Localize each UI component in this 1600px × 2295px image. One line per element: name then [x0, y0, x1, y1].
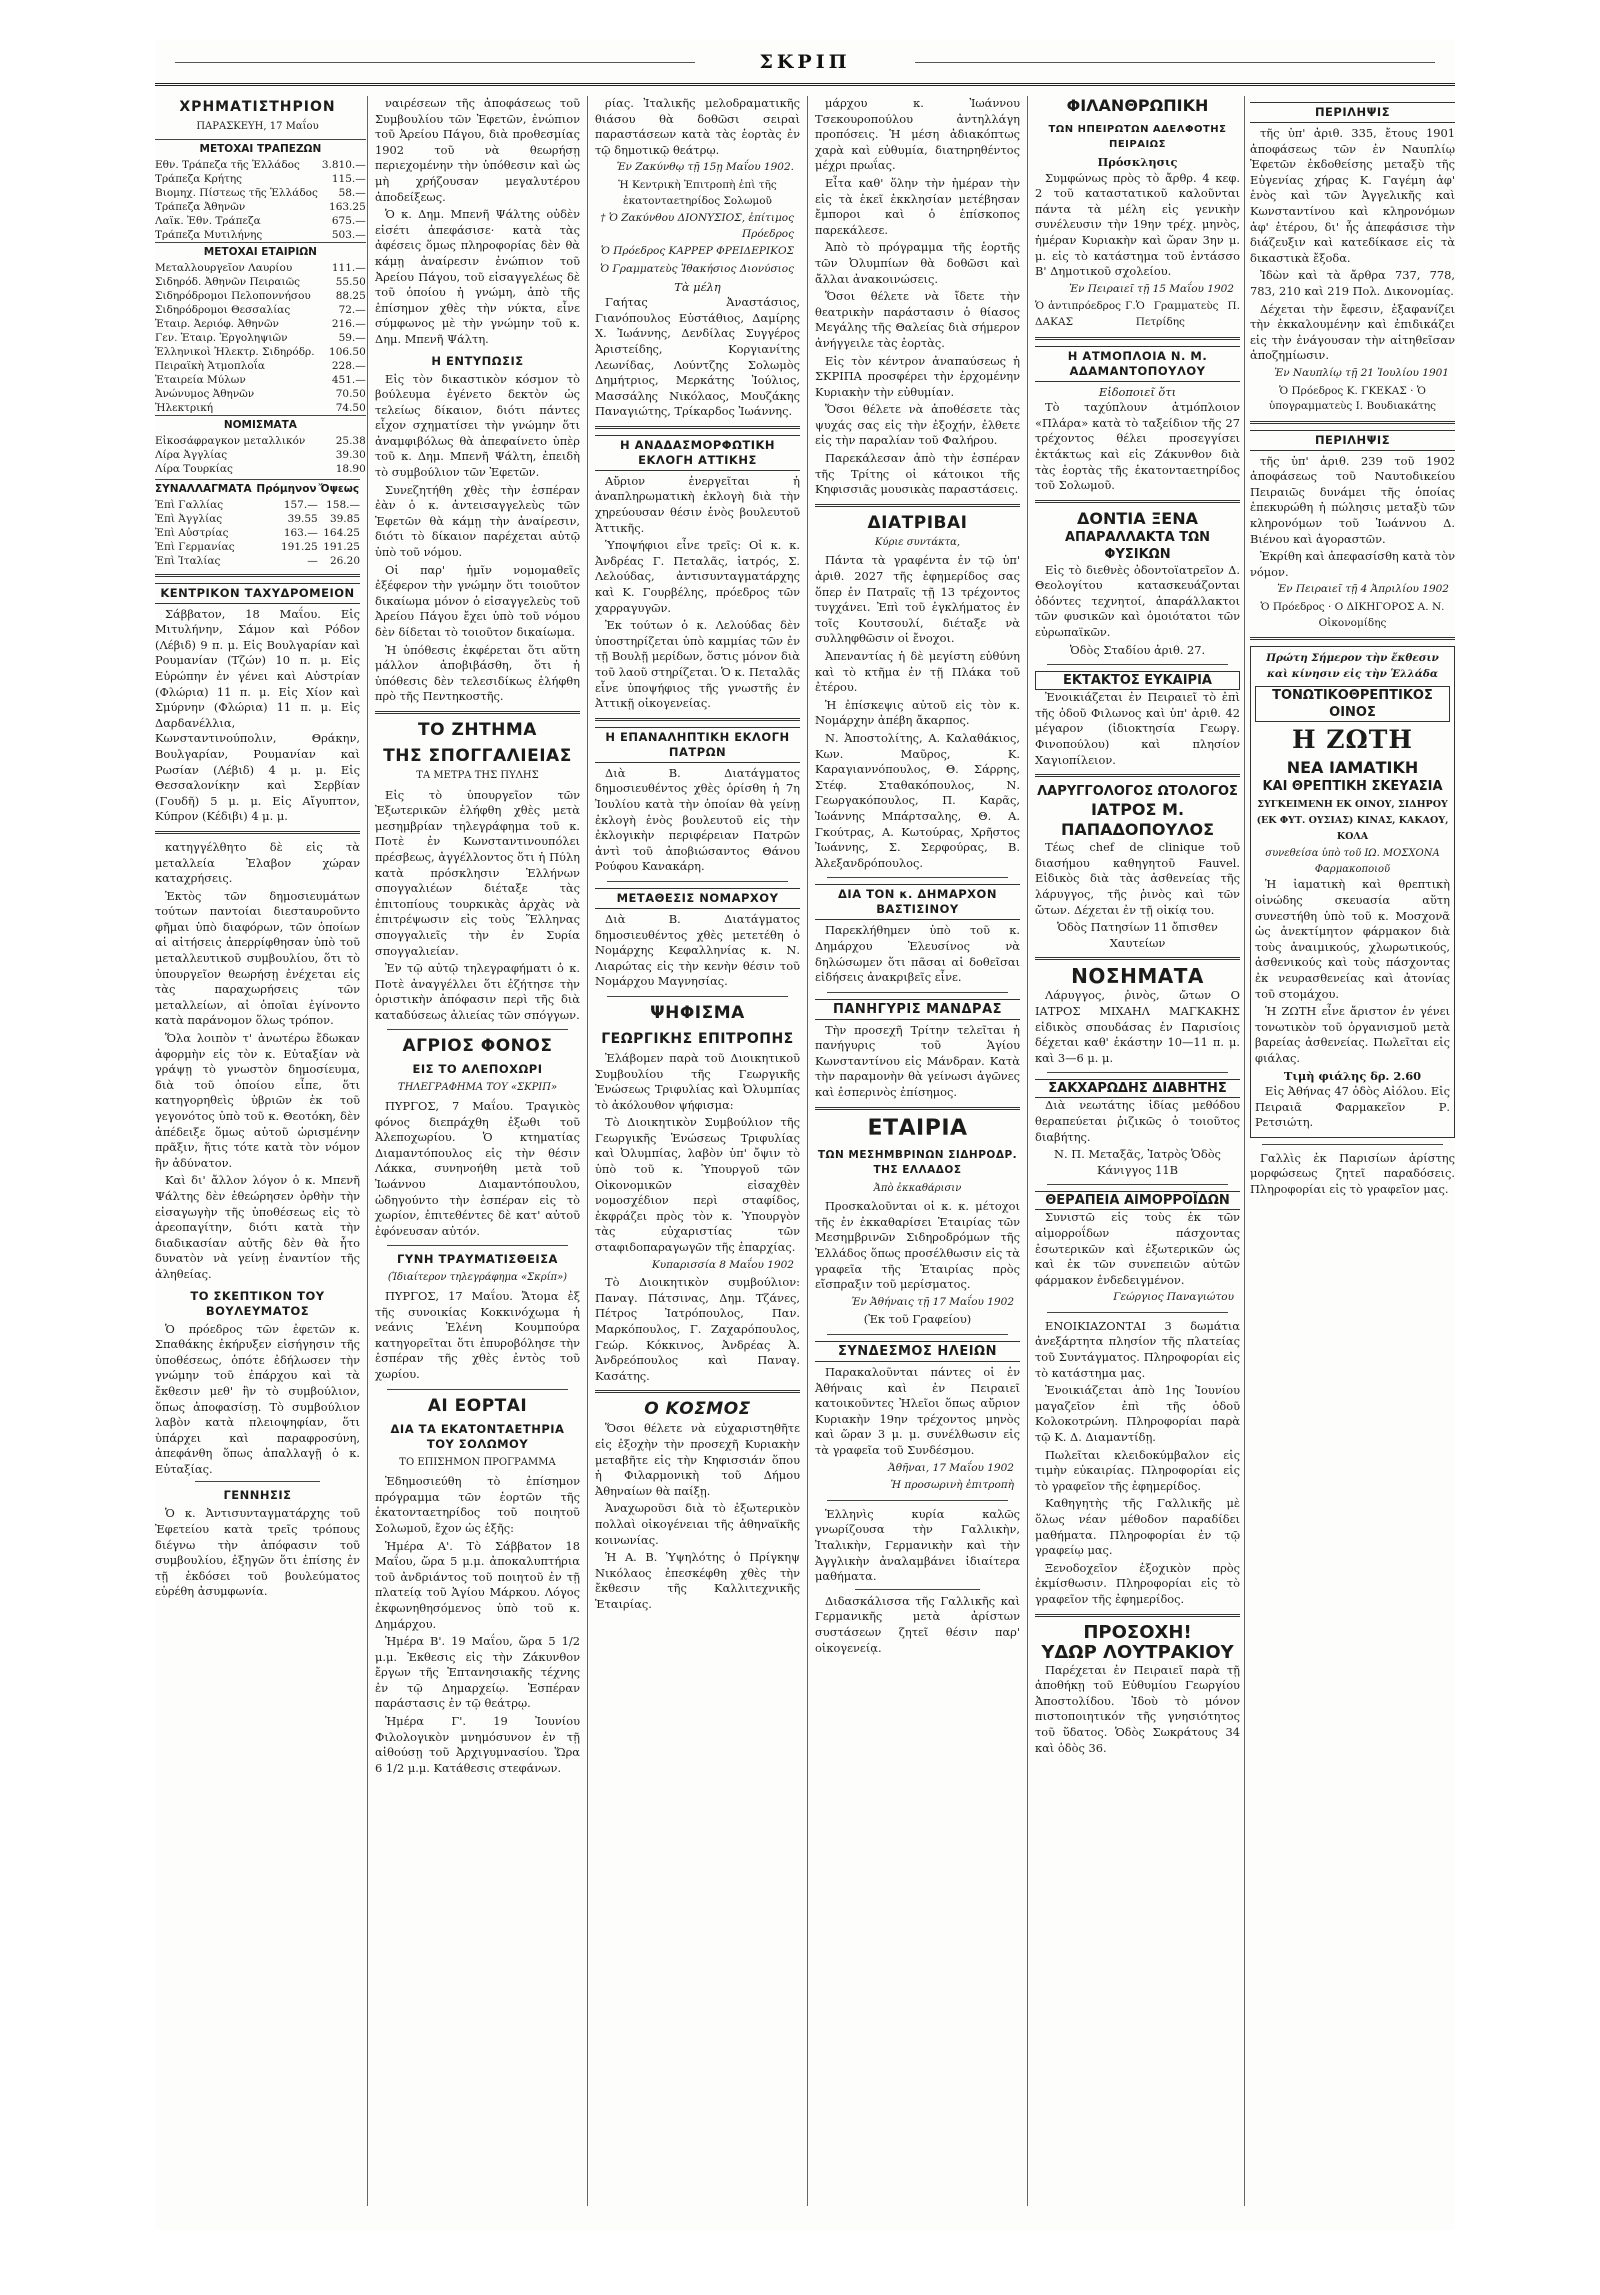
separator — [595, 1390, 800, 1393]
separator — [595, 426, 800, 429]
birth-title: ΓΕΝΝΗΣΙΣ — [223, 1488, 292, 1503]
dateline: Ἐν Πειραιεῖ τῇ 15 Μαΐου 1902 — [1069, 282, 1234, 295]
dateline: Ἐν Ἀθήναις τῇ 17 Μαΐου 1902 — [851, 1295, 1014, 1308]
company-title-2: ΤΩΝ ΜΕΣΗΜΒΡΙΝΩΝ ΣΙΔΗΡΟΔΡ. ΤΗΣ ΕΛΛΑΔΟΣ — [817, 1148, 1018, 1176]
table-row: Εθν. Τράπεζα τῆς Ἑλλάδος 3.810.— — [155, 158, 366, 171]
table-row: Ἐπὶ Γαλλίας 157.— 158.— — [155, 498, 360, 511]
article-paragraph: Ἡ ἰαματικὴ καὶ θρεπτικὴ οἰνώδης σκευασία αὕτη συνεστήθη ὑπὸ τοῦ κ. Μοσχονᾶ ὡς ἀνεκτίμητον φάρμακον διὰ τοὺς ἀναιμικούς, χλωρωτικούς, ἀσθενικούς καὶ τοὺς πάσχοντας ἐκ νευρασθενείας καὶ ἀτονίας τοῦ στομάχου. — [1255, 877, 1450, 1001]
exchange-table: ΣΥΝΑΛΛΑΓΜΑΤΑ Πρόμηνον Ὄψεως Ἐπὶ Γαλλίας 157.— 158.— Ἐπὶ Ἀγγλίας 39.55 39.85 Ἐπὶ Αὐστρίας 163.— 164.25 Ἐπὶ Γερμανίας 191.25 191.25 Ἐπὶ Ἰταλίας — 26.20 — [155, 479, 360, 568]
separator — [827, 877, 1008, 878]
post-office-text: Σάββατον, 18 Μαΐου. Εἰς Μιτυλήνην, Σάμον καὶ Ρόδον (Λέβιδ) 9 π. μ. Εἰς Βουλγαρίαν καὶ Ρουμανίαν (Τζών) 10 π. μ. Εἰς Εὐρώπην ἐν γένει καὶ Αὐστρίαν (Φλώρια) 11 π. μ. Εἰς Χίον καὶ Σμύρνην (Φλώρια) 11 π. μ. Εἰς Δαρδανέλλια, Κωνσταντινούπολιν, Θράκην, Βουλγαρίαν, Ρουμανίαν καὶ Ρωσίαν (Λέβιδ) 4 μ. μ. Εἰς Θεσσαλονίκην καὶ Σερβίαν (Γουδῆ) 5 μ. μ. Εἰς Αἴγυπτον, Κύπρον (Κέδιβι) 4 μ. μ. — [155, 606, 360, 824]
opportunity-title: ΕΚΤΑΚΤΟΣ ΕΥΚΑΙΡΙΑ — [1035, 671, 1240, 690]
table-row: Πειραϊκὴ Ἀτμοπλοΐα 228.— — [155, 359, 366, 372]
teeth-ad-title-2: ΑΠΑΡΑΛΛΑΚΤΑ ΤΩΝ ΦΥΣΙΚΩΝ — [1064, 529, 1211, 562]
article-paragraph: Εἰς Ἀθήνας 47 ὁδὸς Αἰόλου. Εἰς Πειραιᾶ Φαρμακεῖον Ρ. Ρετσιώτη. — [1255, 1084, 1450, 1130]
water-ad-title: ΠΡΟΣΟΧΗ! — [1083, 1621, 1192, 1643]
company-title: ΕΤΑΙΡΙΑ — [867, 1115, 968, 1141]
article-paragraph: Ἐκ τούτων ὁ κ. Λελούδας δὲν ὑποστηρίζεται ὑπὸ καμμίας τῶν ἐν τῇ Βουλῇ μερίδων, ὅστις μόνον διὰ τοῦ λαοῦ στηρίζεται. Ὁ κ. Πεταλᾶς εἶνε ὑποψήφιος τῆς γνωστῆς ἐν Ἀττικῇ οἰκογενείας. — [595, 618, 800, 711]
article-paragraph: Ἐδημοσιεύθη τὸ ἐπίσημον πρόγραμμα τῶν ἑορτῶν τῆς ἑκατονταετηρίδος τοῦ ποιητοῦ Σολωμοῦ, ἔχον ὡς ἑξῆς: — [375, 1474, 580, 1535]
column-1 — [155, 96, 366, 2216]
article-paragraph: Ὅσοι θέλετε νὰ ἴδετε τὴν θεατρικὴν παράστασιν ὁ θίασος Μεγάλης τῆς Θαλείας διὰ σήμερον ἀνήγγειλε τὰς ἑορτὰς. — [815, 289, 1020, 350]
article-paragraph: Συνιστῶ εἰς τοὺς ἐκ τῶν αἱμορροΐδων πάσχοντας ἐσωτερικῶν καὶ ἐξωτερικῶν ὡς καὶ ἐκ τῶν συνεπειῶν αὐτῶν φάρμακον ἐνδεδειγμένον. — [1035, 1210, 1240, 1287]
table-row: Ἑταιρεία Μύλων 451.— — [155, 373, 366, 386]
woman-title: ΓΥΝΗ ΤΡΑΥΜΑΤΙΣΘΕΙΣΑ — [397, 1252, 558, 1267]
wine-title-3: ΚΑΙ ΘΡΕΠΤΙΚΗ ΣΚΕΥΑΣΙΑ — [1262, 779, 1443, 795]
transfer-title: ΜΕΤΑΘΕΣΙΣ ΝΟΜΑΡΧΟΥ — [595, 888, 800, 909]
water-ad-title-2: ΥΔΩΡ ΛΟΥΤΡΑΚΙΟΥ — [1041, 1641, 1234, 1663]
members-list: Γαήτας Ἀναστάσιος, Γιανόπουλος Εὐστάθιος, Δαμίρης Χ. Ἰωάννης, Δενδίλας Συγγέρος Ἀριστείδης, Κοργιανίτης Λεωνίδας, Λούντζης Σολωμὸς Δημήτριος, Μερκάτης Ἰούλιος, Μασσάλης Νικόλαος, Μουζάκης Παναγιώτης, Τρίκαρδος Ἰωάννης. — [595, 295, 800, 419]
table-row: Σιδηρόδρομοι Θεσσαλίας 72.— — [155, 303, 366, 316]
table-row: Τράπεζα Κρήτης 115.— — [155, 172, 366, 185]
separator — [827, 1334, 1008, 1335]
article-paragraph: Εἶτα καθ' ὅλην τὴν ἡμέραν τὴν εἰς τὰ ἐκεῖ ἐκκλησίαν μετέβησαν ἔμποροι καὶ ὁ ἐπίσκοπος παρεκάλεσε. — [815, 175, 1020, 237]
table-row: Σιδηρόδρομοι Πελοποννήσου 88.25 — [155, 289, 366, 302]
article-paragraph: Ἐλάβομεν παρὰ τοῦ Διοικητικοῦ Συμβουλίου τῆς Γεωργικῆς Ἑνώσεως Τριφυλίας καὶ Ὀλυμπίας τὸ ἀκόλουθον ψήφισμα: — [595, 1050, 800, 1112]
article-paragraph: Ἰδὼν καὶ τὰ ἄρθρα 737, 778, 783, 210 καὶ 219 Πολ. Δικονομίας. — [1250, 268, 1455, 298]
columns — [155, 96, 1455, 2216]
article-paragraph: Παρεκάλεσαν ἀπὸ τὴν ἑσπέραν τῆς Τρίτης οἱ κάτοικοι τῆς Κηφισσιᾶς μουσικὰς παραστάσεις. — [815, 451, 1020, 497]
classified-ad: Ξενοδοχεῖον ἐξοχικὸν πρὸς ἐκμίσθωσιν. Πληροφορίαι εἰς τὸ γραφεῖον τῆς ἐφημερίδος. — [1035, 1560, 1240, 1606]
column-divider — [367, 96, 368, 2206]
separator — [1047, 1312, 1228, 1313]
separator — [815, 1107, 1020, 1110]
ent-doctor-name: ΙΑΤΡΟΣ Μ. ΠΑΠΑΔΟΠΟΥΛΟΣ — [1060, 800, 1215, 840]
article-paragraph: Διὰ Β. Διατάγματος δημοσιευθέντος χθὲς ὁρίσθη ἡ 7η Ἰουλίου κατὰ τὴν ὁποίαν θὰ γείνῃ ἐκλογὴ ἑνὸς βουλευτοῦ εἰς τὴν ἐκλογικὴν περιφέρειαν Πατρῶν ἀντὶ τοῦ ἀποβιώσαντος Θάνου Ρούφου Κανακάρη. — [595, 765, 800, 874]
article-paragraph: Τὴν προσεχῆ Τρίτην τελεῖται ἡ πανήγυρις τοῦ Ἁγίου Κωνσταντίνου εἰς Μάνδραν. Κατὰ τὴν παραμονὴν θὰ γείνωσι ἀγῶνες καὶ ἐσπερινὸς ἐπίσημος. — [815, 1022, 1020, 1100]
rates-section-companies: ΜΕΤΟΧΑΙ ΕΤΑΙΡΙΩΝ — [155, 242, 366, 261]
table-row: Ἀνώνυμος Ἀθηνῶν 70.50 — [155, 387, 366, 400]
wine-maker: συνεθείσα ὑπὸ τοῦ ΙΩ. ΜΟΣΧΟΝΑ Φαρμακοποιοῦ — [1265, 848, 1440, 875]
article-paragraph: Ἐκρίθη καὶ ἀπεφασίσθη κατὰ τὸν νόμον. — [1250, 549, 1455, 579]
shipping-title: Η ΑΤΜΟΠΛΟΙΑ Ν. Μ. ΑΔΑΜΑΝΤΟΠΟΥΛΟΥ — [1035, 346, 1240, 382]
column-divider — [587, 96, 588, 2206]
article-paragraph: Ἐν τῷ αὐτῷ τηλεγραφήματι ὁ κ. Ποτὲ ἀναγγέλλει ὅτι ἐζήτησε τὴν ὁριστικὴν ἀπόφασιν περὶ τῆς διὰ καταδύσεως ἀλιείας τῶν σπόγγων. — [375, 961, 580, 1022]
signature: Ὁ Γραμματεὺς Π. Πετρίδης — [1135, 300, 1240, 328]
article-paragraph: Εἰς τὸν κέντρον ἀναπαύσεως ἡ ΣΚΡΙΠΑ προσφέρει τὴν ἐρχομένην Κυριακὴν τὴν εὐθυμίαν. — [815, 353, 1020, 399]
article-paragraph: Προσκαλοῦνται οἱ κ. κ. μέτοχοι τῆς ἐν ἐκκαθαρίσει Ἑταιρίας τῶν Μεσημβρινῶν Σιδηροδρόμων τῆς Ἑλλάδος ὅπως προσέλθωσιν εἰς τὰ γραφεῖα τῆς Ἑταιρίας πρὸς εἴσπραξιν τοῦ μερίσματος. — [815, 1199, 1020, 1292]
article-paragraph: Τὸ Διοικητικὸν Συμβούλιον τῆς Γεωργικῆς Ἑνώσεως Τριφυλίας καὶ Ὀλυμπίας, λαβὸν ὑπ' ὄψιν τὸ ὑπὸ τοῦ κ. Ὑπουργοῦ τῶν Οἰκονομικῶν εἰσαχθὲν νομοσχέδιον περὶ σταφίδος, ἐκφράζει πρὸς τὸν κ. Ὑπουργὸν τὰς εὐχαριστίας τῶν σταφιδοπαραγωγῶν τῆς ἐπαρχίας. — [595, 1115, 800, 1255]
article-paragraph: Ὅσοι θέλετε νὰ ἀποθέσετε τὰς ψυχάς σας εἰς τὴν ἐξοχήν, ἐλθετε εἰς τὴν παραλίαν τοῦ Φαλήρου. — [815, 402, 1020, 448]
table-row: Ἐπὶ Ἀγγλίας 39.55 39.85 — [155, 512, 360, 525]
article-paragraph: Ἐνοικιάζεται ἐν Πειραιεῖ τὸ ἐπὶ τῆς ὁδοῦ Φιλωνος καὶ ὑπ' ἀριθ. 42 μέγαρον (ἰδιοκτησία Γεωργ. Φινοπούλου) καὶ πλησίον Χαγιοπίλειον. — [1035, 690, 1240, 767]
philanthropic-subtitle: Πρόσκλησις — [1097, 155, 1178, 169]
signature: Ὁ Πρόεδρος · Ο ΔΙΚΗΓΟΡΟΣ Α. Ν. Οἰκονομίδης — [1260, 601, 1445, 629]
separator — [827, 1500, 1008, 1501]
sponge-title-2: ΤΗΣ ΣΠΟΓΓΑΛΙΕΙΑΣ — [383, 745, 572, 766]
article-paragraph: Διὰ νεωτάτης ἰδίας μεθόδου θεραπεύεται ῥιζικῶς ὁ τοιοῦτος διαβήτης. — [1035, 1098, 1240, 1144]
article-paragraph: Τέως chef de clinique τοῦ διασήμου καθηγητοῦ Fauvel. Εἰδικὸς διὰ τὰς ἀσθενείας τῆς λάρυγγος, τῆς ῥινὸς καὶ τῶν ὤτων. Δέχεται ἐν τῇ οἰκίᾳ του. — [1035, 840, 1240, 917]
table-row: Ἐπὶ Γερμανίας 191.25 191.25 — [155, 540, 360, 553]
separator — [1047, 664, 1228, 665]
company-subtitle: Ἀπὸ ἐκκαθάρισιν — [873, 1182, 962, 1194]
article-paragraph: Ἀπεναντίας ἡ δὲ μεγίστη εὐθύνη καὶ τὸ κτῆμα ἐν τῇ Πλάκα τοῦ ἐτέρου. — [815, 649, 1020, 695]
classified-ad: ΕΝΟΙΚΙΑΖΟΝΤΑΙ 3 δωμάτια ἀνεξάρτητα πλησίον τῆς πλατείας τοῦ Συντάγματος. Πληροφορίαι εἰς τὸ κατάστημα μας. — [1035, 1318, 1240, 1380]
signature: Ὁ Πρόεδρος Κ. ΓΚΕΚΑΣ · Ὁ ὑπογραμματεὺς Ι. Βουδιακάτης — [1268, 384, 1437, 413]
separator — [387, 1245, 568, 1246]
woman-subtitle: (Ἰδιαίτερον τηλεγράφημα «Σκρίπ») — [387, 1272, 568, 1284]
separator — [195, 1481, 320, 1482]
table-row: Μεταλλουργεῖον Λαυρίου 111.— — [155, 261, 366, 274]
letters-salutation: Κύριε συντάκτα, — [874, 536, 961, 548]
article-paragraph: ΠΥΡΓΟΣ, 17 Μαΐου. Ἄτομα ἐξ τῆς συνοικίας Κοκκινόχωμα ἡ νεάνις Ἑλένη Κουμπούρα κατηγορεῖται ὅτι ἐπυροβόλησε τὴν ἑσπέραν τῆς χθὲς ἐντὸς τοῦ χωρίου. — [375, 1289, 580, 1381]
table-row: Ἐπὶ Ἰταλίας — 26.20 — [155, 554, 360, 567]
article-paragraph: Τὸ ταχύπλουν ἀτμόπλοιον «Πλάρα» κατὰ τὸ ταξείδιον τῆς 27 τρέχοντος θέλει προσεγγίσει ἐκτάκτως καὶ εἰς Ζάκυνθον διὰ τὰς ἑορτὰς τῆς ἑκατονταετηρίδος τοῦ Σολωμοῦ. — [1035, 400, 1240, 493]
article-paragraph: Ὅλα λοιπὸν τ' ἀνωτέρω ἔδωκαν ἀφορμὴν εἰς τὸν κ. Εὐταξίαν νὰ γράψῃ τὸ γνωστὸν δημοσίευμα, διὰ τοῦ ὁποίου εἶπε, ὅτι κατηγορηθεὶς ὑβριῶν ἐκ τοῦ γεγονότος ὑπὸ τοῦ κ. Θεοτόκη, δὲν ἀπέδειξε ὅμως αὐτοῦ ὡρισμένην πρᾶξιν, ἥτις τότε κατὰ τὸν νόμον ἢν ἀδύνατον. — [155, 1031, 360, 1170]
column-5 — [1035, 96, 1240, 2216]
table-row: Ἑταιρ. Ἀεριόφ. Ἀθηνῶν 216.— — [155, 317, 366, 330]
separator — [855, 1589, 980, 1590]
article-paragraph: Διὰ Β. Διατάγματος δημοσιευθέντος χθὲς μετετέθη ὁ Νομάρχης Κεφαλληνίας κ. Ν. Λιαρώτας εἰς τὴν κενὴν θέσιν τοῦ Νομάρχου Μαγνησίας. — [595, 911, 800, 989]
article-paragraph: Παρέχεται ἐν Πειραιεῖ παρὰ τῇ ἀποθήκῃ τοῦ Εὐθυμίου Γεωργίου Ἀποστολίδου. Ἰδοὺ τὸ μόνον πιστοποιητικόν τῆς γνησιότητος τοῦ ὕδατος. Ὁδὸς Σωκράτους 34 καὶ ὁδὸς 36. — [1035, 1662, 1240, 1755]
article-paragraph: ναιρέσεων τῆς ἀποφάσεως τοῦ Συμβουλίου τῶν Ἐφετῶν, ἐνώπιον τοῦ Ἀρείου Πάγου, διὰ προθεσμίας 1902 τοῦ νὰ θεωρήσῃ περιεχομένην τὴν ὑπόθεσιν καὶ ὡς μὴ χρήζουσαν μεγαλυτέρου ἀποδείξεως. — [375, 96, 580, 204]
diseases-title: ΝΟΣΗΜΑΤΑ — [1071, 964, 1204, 989]
summary-title-2: ΠΕΡΙΛΗΨΙΣ — [1250, 430, 1455, 451]
dateline: Ἐν Ναυπλίῳ τῇ 21 Ἰουλίου 1901 — [1274, 366, 1449, 379]
article-paragraph: Εἰς τὸν δικαστικὸν κόσμον τὸ βούλευμα ἐγένετο δεκτὸν ὡς τελείως δίκαιον, διότι πάντες εἶχον σχηματίσει τὴν γνώμην ὅτι ἀναμφιβόλως θὰ ἀπεφαίνετο ὑπὲρ τοῦ κ. Δημ. Μπενῆ Ψάλτη, ἐπειδὴ τὸ συμβούλιον τῶν Ἐφετῶν. — [375, 371, 580, 480]
philanthropic-title: ΦΙΛΑΝΘΡΩΠΙΚΗ — [1066, 96, 1209, 115]
council-title: ΤΟ ΣΚΕΠΤΙΚΟΝ ΤΟΥ ΒΟΥΛΕΥΜΑΤΟΣ — [190, 1288, 325, 1318]
separator — [375, 711, 580, 714]
article-paragraph: Ἡ ΖΩΤΗ εἶνε ἄριστον ἐν γένει τονωτικὸν τοῦ ὀργανισμοῦ μετὰ βαρείας ἀσθενείας. Πωλεῖται εἰς φιάλας. — [1255, 1004, 1450, 1065]
signature: Ἡ προσωρινὴ ἐπιτροπὴ — [890, 1479, 1014, 1492]
article-paragraph: Λάρυγγος, ῥινὸς, ὤτων Ο ΙΑΤΡΟΣ ΜΙΧΑΗΛ ΜΑΓΚΑΚΗΣ εἰδικὸς σπουδάσας ἐν Παρισίοις δέχεται καθ' ἑκάστην 10—11 π. μ. καὶ 3—6 μ. μ. — [1035, 988, 1240, 1065]
classified-ad: Γαλλὶς ἐκ Παρισίων ἀρίστης μορφώσεως ζητεῖ παραδόσεις. Πληροφορίαι εἰς τὸ γραφεῖον μας. — [1250, 1150, 1455, 1197]
wine-title: ΤΟΝΩΤΙΚΟΘΡΕΠΤΙΚΟΣ ΟΙΝΟΣ — [1255, 686, 1450, 722]
column-divider — [1027, 96, 1028, 2206]
fair-title: ΠΑΝΗΓΥΡΙΣ ΜΑΝΔΡΑΣ — [815, 999, 1020, 1020]
masthead — [155, 40, 1455, 86]
separator — [1262, 1144, 1443, 1145]
signature: Ὁ Γραμματεὺς Ἰθακήσιος Διονύσιος — [600, 262, 794, 275]
newspaper-page — [155, 40, 1455, 2230]
article-paragraph: Ὑποψήφιοι εἶνε τρεῖς: Οἱ κ. κ. Ἀνδρέας Γ. Πεταλᾶς, ἰατρός, Σ. Λελούδας, ἀντισυνταγματάρχης καὶ Κ. Γουρβέλης, πρόεδρος τῶν χαρραγυγῶν. — [595, 538, 800, 615]
separator — [387, 1389, 568, 1390]
table-row: Τράπεζα Μυτιλήνης 503.— — [155, 228, 366, 241]
signatories: Τὸ Διοικητικὸν συμβούλιον: Παναγ. Πάτσινας, Δημ. Τζάνες, Πέτρος Ἰατρόπουλος, Παν. Μαρκόπουλος, Γ. Ζαχαρόπουλος, Γεώρ. Κόκκινος, Ἀνδρέας Ἀ. Ἀνδρεόπουλος καὶ Παναγ. Κασάτης. — [595, 1275, 800, 1383]
hemorrhoids-title: ΘΕΡΑΠΕΙΑ ΑΙΜΟΡΡΟΪΔΩΝ — [1035, 1191, 1240, 1210]
article-paragraph: Συνεζητήθη χθὲς τὴν ἑσπέραν ἐὰν ὁ κ. ἀντεισαγγελεὺς τῶν Ἐφετῶν θὰ κάμῃ τὴν ἀναίρεσιν, διότι τὸ δίκαιον παρέχεται αὐτῷ ὑπὸ τοῦ νόμου. — [375, 482, 580, 560]
separator — [1035, 957, 1240, 960]
article-paragraph: Ὁ κ. Δημ. Μπενῆ Ψάλτης οὐδὲν εἰσέτι ἀπεφάσισε· κατὰ τὰς ἀφέσεις ὅμως πληροφορίας δὲν θὰ κάμῃ ἀναίρεσιν ἐνώπιον τοῦ Ἀρείου Πάγου, τοῦ εἰσαγγελέως δὲ τοῦ ὁποίου ἡ γνώμη, ἀπὸ τῆς ἐπίσημον χθὲς τὴν νύκτα, εἶνε σύμφωνος μὲ τὴν γνώμην τοῦ κ. Δημ. Μπενῆ Ψάλτη. — [375, 207, 580, 346]
world-title: Ο ΚΟΣΜΟΣ — [644, 1399, 751, 1420]
article-paragraph: Ἡ ἐπίσκεψις αὐτοῦ εἰς τὸν κ. Νομάρχην ἀπέβη ἄκαρπος. — [815, 697, 1020, 728]
article-paragraph: μάρχου κ. Ἰωάννου Τσεκουροπούλου ἀντηλλάγη προπόσεις. Ἡ μέση ἀδιακόπτως χαρὰ καὶ εὐθυμία, διατηρηθέντος μέχρι πρωΐας. — [815, 96, 1020, 173]
wine-headline: Πρώτη Σήμερον τὴν ἔκθεσιν καὶ κίνησιν εἰς τὴν Ἑλλάδα — [1266, 652, 1439, 680]
murder-title: ΑΓΡΙΟΣ ΦΟΝΟΣ — [402, 1036, 553, 1057]
table-row: Βιομηχ. Πίστεως τῆς Ἑλλάδος 58.— — [155, 186, 366, 199]
separator — [1035, 774, 1240, 777]
masthead-rule-right — [915, 62, 1435, 63]
separator — [387, 1029, 568, 1030]
article-paragraph: Αὔριον ἐνεργεῖται ἡ ἀναπληρωματικὴ ἐκλογὴ διὰ τὴν χηρεύουσαν θέσιν ἑνὸς βουλευτοῦ Ἀττικῆς. — [595, 473, 800, 535]
signature: Ὁ ἀντιπρόεδρος Γ. ΔΑΚΑΣ — [1035, 300, 1136, 328]
article-paragraph: Ἡμέρα Β'. 19 Μαΐου, ὥρα 5 1/2 μ.μ. Ἐκθεσις εἰς τὴν Ζάκυνθον ἔργων τῆς Ἑπτανησιακῆς τέχνης ἐν τῷ Δημαρχείῳ. Ἑσπέραν παράστασις ἐν τῷ θεάτρῳ. — [375, 1634, 580, 1711]
signatories: Ν. Ἀποστολίτης, Α. Καλαθάκιος, Κων. Μαῦρος, Κ. Καραγιαννόπουλος, Θ. Σάρρης, Στέφ. Σταθακόπουλος, Ν. Γεωργακόπουλος, Π. Καρᾶς, Ἰωάννης Μπάρτσαλης, Θ. Α. Γκούτρας, Α. Κωτούρας, Χρῆστος Ἰωάννης, Σ. Σερφούρας, Β. Ἀλεξανδρόπουλος. — [815, 730, 1020, 870]
wine-advertisement — [1250, 646, 1455, 1138]
table-row: Τράπεζα Ἀθηνῶν 163.25 — [155, 200, 366, 213]
table-row: Γεν. Ἑταιρ. Ἐργοληψιῶν 59.— — [155, 331, 366, 344]
classified-ad: Διδασκάλισσα τῆς Γαλλικῆς καὶ Γερμανικῆς μετὰ ἀρίστων συστάσεων ζητεῖ θέσιν παρ' οἰκογενείᾳ. — [815, 1593, 1020, 1655]
festivals-title: ΑΙ ΕΟΡΤΑΙ — [427, 1395, 528, 1416]
post-office-title: ΚΕΝΤΡΙΚΟΝ ΤΑΧΥΔΡΟΜΕΙΟΝ — [155, 583, 360, 604]
company-from: (Ἐκ τοῦ Γραφείου) — [863, 1312, 972, 1327]
article-paragraph: ΠΥΡΓΟΣ, 7 Μαΐου. Τραγικὸς φόνος διεπράχθη ἐξωθι τοῦ Ἀλεποχωρίου. Ὁ κτηματίας Διαμαντόπουλος εἰς τὴν θέσιν Λάκκα, συνηνοήθη μετὰ τοῦ Ἰωάννου Διαμαντόπουλου, ὠδηγούντο τὴν ἑσπέραν εἰς τὸ χωρίον, ἐπιτεθέντες δὲ κατ' αὐτοῦ ἐφόνευσαν αὐτόν. — [375, 1099, 580, 1238]
shipping-subtitle: Εἰδοποιεῖ ὅτι — [1098, 384, 1177, 399]
article-paragraph: Ἡ Α. Β. Ὑψηλότης ὁ Πρίγκηψ Νικόλαος ἐπεσκέφθη χθὲς τὴν ἔκθεσιν τῆς Καλλιτεχνικῆς Ἑταιρίας. — [595, 1550, 800, 1611]
table-row: Σιδηρόδ. Ἀθηνῶν Πειραιῶς 55.50 — [155, 275, 366, 288]
festivals-subtitle: ΤΟ ΕΠΙΣΗΜΟΝ ΠΡΟΓΡΑΜΜΑ — [399, 1456, 556, 1468]
ent-doctor-address: Ὁδὸς Πατησίων 11 ὄπισθεν Χαυτείων — [1057, 920, 1218, 950]
festivals-title-2: ΔΙΑ ΤΑ ΕΚΑΤΟΝΤΑΕΤΗΡΙΑ ΤΟΥ ΣΟΛΩΜΟΥ — [390, 1421, 565, 1451]
wine-brand: Η ΖΩΤΗ — [1291, 725, 1414, 755]
signature: Ὁ Πρόεδρος ΚΑΡΡΕΡ ΦΡΕΙΔΕΡΙΚΟΣ — [600, 245, 794, 258]
table-row: Ἠλεκτρική 74.50 — [155, 401, 366, 414]
separator — [155, 831, 360, 834]
dateline: Κυπαρισσία 8 Μαΐου 1902 — [651, 1258, 794, 1271]
rates-section-exchange: ΣΥΝΑΛΛΑΓΜΑΤΑ — [155, 479, 255, 498]
newspaper-name: ΣΚΡΙΠ — [759, 50, 851, 73]
ent-doctor-title: ΛΑΡΥΓΓΟΛΟΓΟΣ ΩΤΟΛΟΓΟΣ — [1037, 784, 1238, 800]
article-paragraph: Δέχεται τὴν ἔφεσιν, ἐξαφανίζει τὴν ἐκκαλουμένην καὶ ἐπιδικάζει εἰς τὴν ἐνάγουσαν τὴν αἰτηθεῖσαν ἀποζημίωσιν. — [1250, 301, 1455, 363]
rates-section-currency: ΝΟΜΙΣΜΑΤΑ — [155, 415, 366, 434]
article-paragraph: Παρεκλήθημεν ὑπὸ τοῦ κ. Δημάρχου Ἐλευσίνος νὰ δηλώσωμεν ὅτι πᾶσαι αἱ δοθεῖσαι εἰδήσεις ἀνακριβεῖς εἶνε. — [815, 923, 1020, 985]
separator — [827, 992, 1008, 993]
committee-line: Ἡ Κεντρικὴ Ἐπιτροπὴ ἐπὶ τῆς ἑκατονταετηρίδος Σολωμοῦ — [618, 178, 777, 207]
article-paragraph: κατηγγέλθητο δὲ εἰς τὰ μεταλλεία Ἐλαβον χώραν καταχρήσεις. — [155, 839, 360, 886]
dateline: Ἐν Πειραιεῖ τῇ 4 Ἀπριλίου 1902 — [1277, 583, 1449, 596]
article-paragraph: Ἡμέρα Γ'. 19 Ἰουνίου Φιλολογικὸν μνημόσυνον ἐν τῇ αἰθούσῃ τοῦ Ἀρχιγυμνασίου. Ὥρα 6 1/2 μ.μ. Κατάθεσις στεφάνων. — [375, 1714, 580, 1775]
signature: † Ὁ Ζακύνθου ΔΙΟΝΥΣΙΟΣ, ἐπίτιμος Πρόεδρος — [600, 212, 794, 240]
column-divider — [807, 96, 808, 2206]
article-paragraph: Εἰς τὸ διεθνὲς ὀδοντοϊατρεῖον Δ. Θεολογίτου κατασκευάζονται ὀδόντες τεχνητοί, ἀπαράλλακτοι τῶν φυσικῶν καὶ ὁμοιότατοι τῶν εὐρωπαϊκῶν. — [1035, 562, 1240, 640]
wine-price: Τιμὴ φιάλης δρ. 2.60 — [1283, 1068, 1422, 1083]
classified-ad: Πωλεῖται κλειδοκύμβαλον εἰς τιμὴν εὐκαιρίας. Πληροφορίαι εἰς τὸ γραφεῖον τῆς ἐφημερίδος. — [1035, 1447, 1240, 1493]
column-6 — [1250, 96, 1455, 2216]
sponge-title: ΤΟ ΖΗΤΗΜΑ — [418, 719, 537, 740]
stock-exchange-title: ΧΡΗΜΑΤΙΣΤΗΡΙΟΝ — [179, 99, 336, 115]
article-paragraph: Ἡ ὑπόθεσις ἐκφέρεται ὅτι αὕτη μάλλον ἀποβιβάσθη, ὅτι ἡ ὑπόθεσις δὲν τελεσιδίκως ἐλήφθη πρὸ τῆς Πεντηκοστῆς. — [375, 642, 580, 704]
teeth-ad-title: ΔΟΝΤΙΑ ΞΕΝΑ — [1076, 508, 1198, 528]
separator — [1035, 1614, 1240, 1617]
stock-exchange-date: ΠΑΡΑΣΚΕΥΗ, 17 Μαΐου — [196, 121, 319, 132]
teeth-address: Ὁδὸς Σταδίου ἀριθ. 27. — [1069, 642, 1206, 657]
mayor-title: ΔΙΑ ΤΟΝ κ. ΔΗΜΑΡΧΟΝ ΒΑΣΤΙΣΙΝΟΥ — [815, 884, 1020, 920]
article-paragraph: Ἐκτὸς τῶν δημοσιευμάτων τούτων παντοίαι διεσταυροῦντο φῆμαι ὑπὸ διαφόρων, τῶν ὁποίων αἱ αἰτήσεις ἀπερρίφθησαν ὑπὸ τοῦ μεταλλευτικοῦ συμβουλίου, ὅτι τὸ ὑπουργεῖον θεωρήσῃ ἐνέχεται εἰς τὰς παραχωρήσεις τῶν μεταλλείων, αἱ ὁποῖαι ἐγίνοντο κατὰ παράνομον ὅλως τρόπον. — [155, 888, 360, 1028]
article-paragraph: Οἱ παρ' ἡμῖν νομομαθεῖς ἐξέφερον τὴν γνώμην ὅτι τοιοῦτον δικαίωμα μόνον ὁ εἰσαγγελεὺς τοῦ Ἀρείου Πάγου ἔχει ὑπὸ τοῦ νόμου δὲν δίδεται τὸ τοιοῦτον δικαίωμα. — [375, 562, 580, 639]
article-paragraph: Συμφώνως πρὸς τὸ ἄρθρ. 4 κεφ. 2 τοῦ καταστατικοῦ καλοῦνται πάντα τὰ μέλη εἰς γενικὴν συνέλευσιν τὴν 19ην τρέχ. μηνὸς, ἡμέραν Κυριακὴν καὶ ὥραν 3ην μ. μ. εἰς τὸ κατάστημα τοῦ ἐντάσσο Β' Δημοτικοῦ σχολείου. — [1035, 170, 1240, 279]
table-row: Λίρα Ἀγγλίας 39.30 — [155, 448, 366, 461]
separator — [1250, 421, 1455, 424]
diabetes-title: ΣΑΚΧΑΡΩΔΗΣ ΔΙΑΒΗΤΗΣ — [1035, 1079, 1240, 1098]
article-paragraph: Ὅσοι θέλετε νὰ εὐχαριστηθῆτε εἰς ἐξοχὴν τὴν προσεχῆ Κυριακὴν μεταβῆτε εἰς τὴν Κηφισσιάν ὅπου ἡ Φιλαρμονικὴ τοῦ Δήμου Ἀθηναίων θὰ παίξῃ. — [595, 1421, 800, 1498]
article-paragraph: Πάντα τὰ γραφέντα ἐν τῷ ὑπ' ἀριθ. 2027 τῆς ἐφημερίδος σας ὅπερ ἐν Πατραῖς τῇ 13 τρέχοντος τυγχάνει. Ἐπὶ τοῦ ἐγκλήματος ἐν τοῖς Κουτσουλί, διέταξε νὰ συλληφθῶσιν οἱ ἔνοχοι. — [815, 553, 1020, 646]
signature-row — [1035, 299, 1240, 330]
association-title: ΣΥΝΔΕΣΜΟΣ ΗΛΕΙΩΝ — [815, 1341, 1020, 1362]
article-paragraph: τῆς ὑπ' ἀριθ. 239 τοῦ 1902 ἀποφάσεως τοῦ Ναυτοδικείου Πειραιῶς δυνάμει τῆς ὁποίας ἐπεκυρώθη ἡ πώλησις μεταξὺ τῶν κληρονόμων τοῦ Ἰωάννου Δ. Βιένου καὶ ἀγοραστῶν. — [1250, 453, 1455, 546]
attica-election-title: Η ΑΝΑΔΑΣΜΟΡΦΩΤΙΚΗ ΕΚΛΟΓΗ ΑΤΤΙΚΗΣ — [595, 435, 800, 471]
article-paragraph: Ὁ κ. Ἀντισυνταγματάρχης τοῦ Ἐφετείου κατὰ τρεῖς τρόπους διέγνω τὴν ἀπόφασιν τοῦ συμβουλίου, ἐξηγῶν ὅτι ἐπίσης ἐν τῇ ἐκδόσει τοῦ βουλεύματος εὑρέθη ἀσυμφωνία. — [155, 1506, 360, 1599]
article-paragraph: Παρακαλοῦνται πάντες οἱ ἐν Ἀθήναις καὶ ἐν Πειραιεῖ κατοικοῦντες Ἠλεῖοι ὅπως αὔριον Κυριακὴν 19ην τρέχοντος μηνὸς καὶ ὥραν 3 μ. μ. συνέλθωσιν εἰς τὰ γραφεῖα τοῦ Συνδέσμου. — [815, 1365, 1020, 1457]
impression-title: Η ΕΝΤΥΠΩΣΙΣ — [431, 353, 524, 368]
column-4 — [815, 96, 1020, 2216]
dateline: Ἀθῆναι, 17 Μαΐου 1902 — [888, 1461, 1014, 1474]
wine-ingredients: ΣΥΓΚΕΙΜΕΝΗ ΕΚ ΟΙΝΟΥ, ΣΙΔΗΡΟΥ (ΕΚ ΦΥΤ. ΟΥΣΙΑΣ) ΚΙΝΑΣ, ΚΑΚΑΟΥ, ΚΟΛΑ — [1256, 799, 1449, 842]
summary-title: ΠΕΡΙΛΗΨΙΣ — [1250, 102, 1455, 123]
murder-subtitle: ΤΗΛΕΓΡΑΦΗΜΑ ΤΟΥ «ΣΚΡΙΠ» — [397, 1082, 558, 1094]
article-paragraph: τῆς ὑπ' ἀριθ. 335, ἔτους 1901 ἀποφάσεως τῶν ἐν Ναυπλίῳ Ἐφετῶν ἐκδοθείσης μεταξὺ τῆς Εὐγενίας χήρας Κ. Γαγέμη ἀφ' ἑνὸς καὶ τῶν Ἀγγελικῆς καὶ Κωνσταντίνου καὶ κληρονόμων ἀφ' ἑτέρου, δι' ἧς ἀπεφάσισε τὴν διάζευξιν καὶ κατεδίκασε εἰς τὰ δικαστικὰ ἔξοδα. — [1250, 126, 1455, 265]
separator — [1047, 1072, 1228, 1073]
patras-election-title: Η ΕΠΑΝΑΛΗΠΤΙΚΗ ΕΚΛΟΓΗ ΠΑΤΡΩΝ — [595, 727, 800, 763]
classified-ad: Ἐνοικιάζεται ἀπὸ 1ης Ἰουνίου μαγαζεῖον ἐπὶ τῆς ὁδοῦ Κολοκοτρώνη. Πληροφορίαι παρὰ τῷ Κ. Δ. Διαμαντίδῃ. — [1035, 1383, 1240, 1445]
separator — [1047, 1184, 1228, 1185]
diabetes-signature: Ν. Π. Μεταξᾶς, Ἰατρὸς Ὁδὸς Κάνιγγος 11Β — [1054, 1147, 1221, 1177]
classified-ad: Καθηγητὴς τῆς Γαλλικῆς μὲ ὅλως νέαν μέθοδον παραδίδει μαθήματα. Πληροφορίαι ἐν τῷ γραφείῳ μας. — [1035, 1496, 1240, 1558]
separator — [607, 996, 788, 997]
members-heading: Τὰ μέλη — [674, 279, 721, 294]
signature: Γεώργιος Παναγιώτου — [1113, 1291, 1234, 1304]
separator — [155, 574, 360, 577]
separator — [595, 718, 800, 721]
wine-title-2: ΝΕΑ ΙΑΜΑΤΙΚΗ — [1286, 758, 1419, 778]
table-row: Εἰκοσάφραγκον μεταλλικόν 25.38 — [155, 434, 366, 447]
separator — [607, 881, 788, 882]
rates-table — [155, 139, 366, 476]
article-paragraph: Ὁ πρόεδρος τῶν ἐφετῶν κ. Σπαθάκης ἐκήρυξεν εἰσήγησιν τῆς ὑποθέσεως, ὁπότε ἐδήλωσεν τὴν γνώμην τοῦ ἐπάρχου καὶ τὰ ἔκθεσιν μεθ' ἣν τὸ συμβούλιον, ὅπως ἀποφασίσῃ. Τὸ συμβούλιον λαβὸν κατὰ πλειοψηφίαν, ὅτι ὑπάρχει καὶ παραφροσύνη, ἀπεφάνθη ὅπως ἀπαλλαγῇ ὁ κ. Εὐταξίας. — [155, 1321, 360, 1476]
separator — [1035, 500, 1240, 503]
article-paragraph: Ἀναχωροῦσι διὰ τὸ ἐξωτερικὸν πολλαὶ οἰκογένειαι τῆς ἀθηναϊκῆς κοινωνίας. — [595, 1501, 800, 1547]
table-row: Ἐπὶ Αὐστρίας 163.— 164.25 — [155, 526, 360, 539]
separator — [1250, 637, 1455, 640]
masthead-rule-left — [175, 62, 695, 63]
separator — [815, 504, 1020, 507]
article-paragraph: Ἀπὸ τὸ πρόγραμμα τῆς ἑορτῆς τῶν Ὀλυμπίων θὰ δοθῶσι καὶ ἄλλαι ἀνακοινώσεις. — [815, 240, 1020, 286]
letters-title: ΔΙΑΤΡΙΒΑΙ — [867, 512, 968, 533]
sponge-subtitle: ΤΑ ΜΕΤΡΑ ΤΗΣ ΠΥΛΗΣ — [416, 769, 539, 781]
column-divider — [1244, 96, 1245, 2206]
table-row: Λίρα Τουρκίας 18.90 — [155, 462, 366, 475]
resolution-title: ΨΗΦΙΣΜΑ — [650, 1002, 745, 1023]
dateline: Ἐν Ζακύνθῳ τῇ 15ῃ Μαΐου 1902. — [616, 161, 794, 174]
column-2 — [375, 96, 580, 2216]
table-row: Ἑλληνικοὶ Ἠλεκτρ. Σιδηρόδρ. 106.50 — [155, 345, 366, 358]
article-paragraph: Εἰς τὸ ὑπουργεῖον τῶν Ἐξωτερικῶν ἐλήφθη χθὲς μετὰ μεσημβρίαν τηλεγράφημα τοῦ κ. Ποτὲ ἐν Κωνσταντινουπόλει πρέσβεως, ἀγγέλλοντος ὅτι ἡ Πύλη κατὰ πρόσκλησιν Ἑλλήνων σπογγαλιέων διέταξε τὰς ἐπιτοπίους τουρκικὰς ἀρχὰς νὰ ἐπιτρέψωσιν εἰς τοὺς Ἕλληνας σπογγαλιεῖς τὴν ἐν Συρία σπογγαλιείαν. — [375, 787, 580, 958]
rates-section-banks: ΜΕΤΟΧΑΙ ΤΡΑΠΕΖΩΝ — [155, 139, 366, 158]
classified-ad: Ἑλληνὶς κυρία καλῶς γνωρίζουσα τὴν Γαλλικὴν, Ἰταλικὴν, Γερμανικὴν καὶ τὴν Ἀγγλικὴν ἀναλαμβάνει ἰδιαίτερα μαθήματα. — [815, 1506, 1020, 1584]
table-row: Λαϊκ. Ἐθν. Τράπεζα 675.— — [155, 214, 366, 227]
resolution-title-2: ΓΕΩΡΓΙΚΗΣ ΕΠΙΤΡΟΠΗΣ — [601, 1030, 794, 1047]
article-paragraph: Καὶ δι' ἄλλον λόγον ὁ κ. Μπενῆ Ψάλτης δὲν ἐθεώρησεν ὀρθὴν τὴν εἰσαγωγὴν τῆς ὑποθέσεως εἰς τὸ ἀρεοπαγίτην, διότι κατὰ τὴν διαδικασίαν αὐτῆς δὲν θὰ ἦτο δυνατὸν νὰ γείνῃ ἐναντίον τῆς ἀληθείας. — [155, 1173, 360, 1281]
article-paragraph: ρίας. Ἰταλικῆς μελοδραματικῆς θιάσου θὰ δοθῶσι σειραὶ παραστάσεων κατὰ τὰς ἑορτὰς ἐν τῷ δημοτικῷ θεάτρῳ. — [595, 96, 800, 157]
separator — [1035, 337, 1240, 340]
murder-title-2: ΕΙΣ ΤΟ ΑΛΕΠΟΧΩΡΙ — [412, 1062, 543, 1077]
article-paragraph: Ἡμέρα Α'. Τὸ Σάββατον 18 Μαΐου, ὥρα 5 μ.μ. ἀποκαλυπτήρια τοῦ ἀνδριάντος τοῦ ποιητοῦ ἐν τῇ πλατείᾳ τοῦ Ἁγίου Μάρκου. Λόγος ἐκφωνηθησόμενος ὑπὸ τοῦ κ. Δημάρχου. — [375, 1538, 580, 1631]
column-3 — [595, 96, 800, 2216]
philanthropic-title-2: ΤΩΝ ΗΠΕΙΡΩΤΩΝ ΑΔΕΛΦΟΤΗΣ ΠΕΙΡΑΙΩΣ — [1048, 124, 1227, 150]
